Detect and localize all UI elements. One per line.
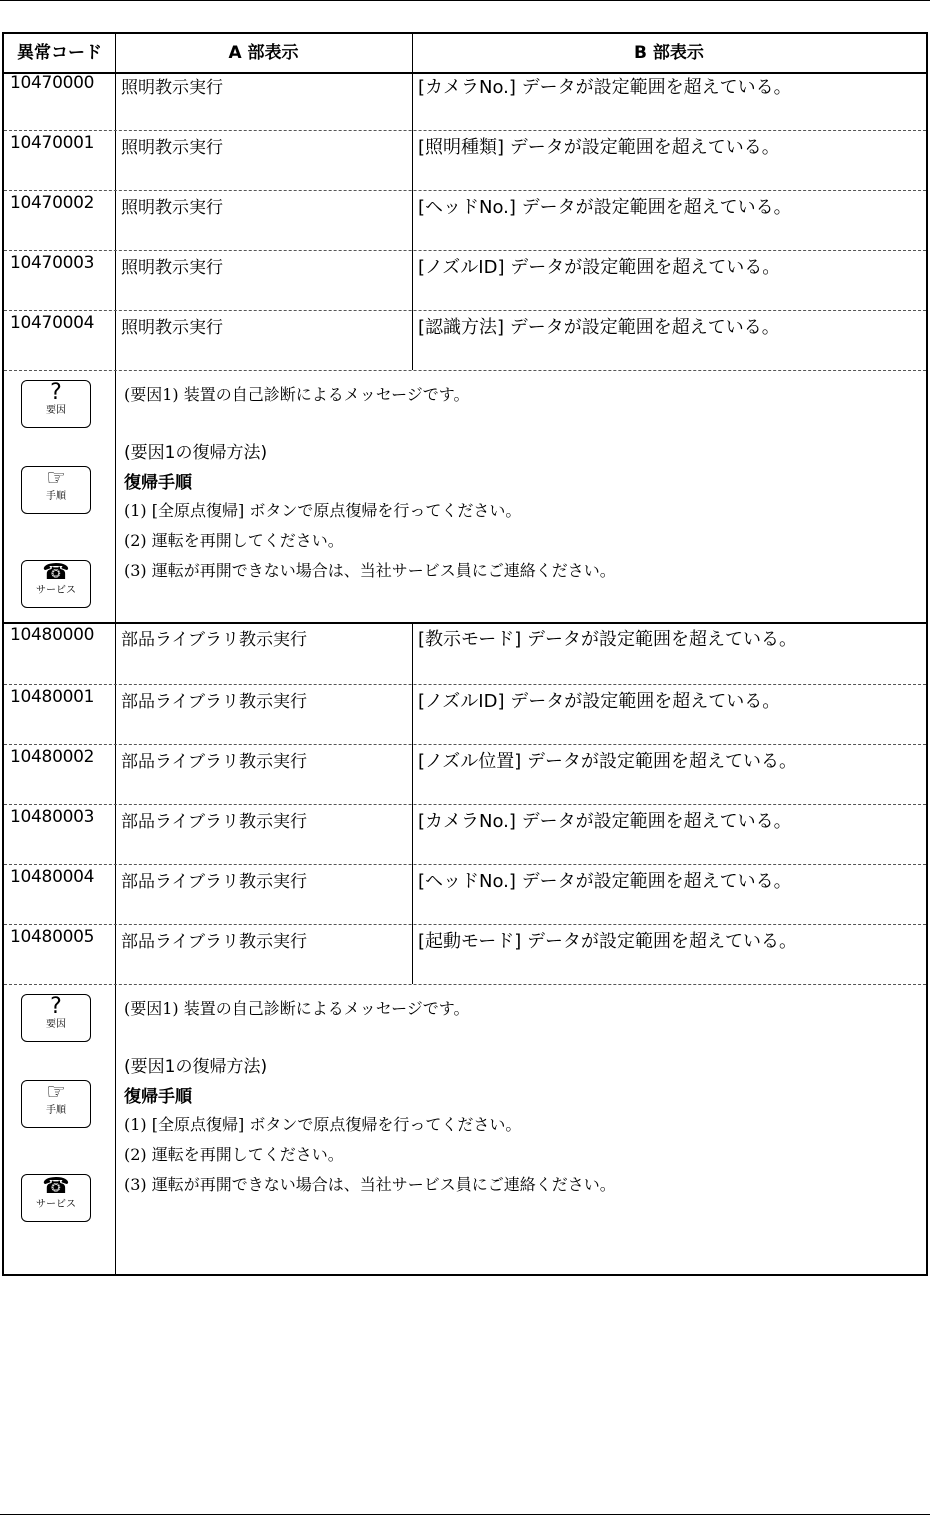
b-display: [ノズル位置] データが設定範囲を超えている。 [418, 751, 798, 772]
header-a: A 部表示 [228, 43, 299, 63]
procedure-title: 復帰手順 [124, 1087, 192, 1107]
table-row [4, 624, 926, 684]
service-icon: ☎ サービス [21, 560, 91, 608]
a-display: 照明教示実行 [121, 78, 223, 98]
cause-icon: ? 要因 [21, 380, 91, 428]
a-display: 部品ライブラリ教示実行 [121, 932, 307, 952]
b-display: [ヘッドNo.] データが設定範囲を超えている。 [418, 871, 792, 892]
question-icon: ? [50, 380, 62, 405]
b-display: [ノズルID] データが設定範囲を超えている。 [418, 257, 781, 278]
recovery-title: (要因1の復帰方法) [124, 1057, 268, 1077]
error-code: 10470000 [10, 73, 95, 93]
table-row [4, 866, 926, 926]
a-display: 部品ライブラリ教示実行 [121, 692, 307, 712]
row-divider [4, 684, 926, 685]
table-row [4, 252, 926, 312]
service-icon: ☎ サービス [21, 1174, 91, 1222]
row-divider [4, 984, 926, 985]
error-code: 10480000 [10, 625, 95, 645]
error-code-table [2, 32, 928, 1276]
a-display: 照明教示実行 [121, 258, 223, 278]
header-code: 異常コード [17, 43, 102, 63]
step-3: (3) 運転が再開できない場合は、当社サービス員にご連絡ください。 [124, 1175, 616, 1194]
a-display: 部品ライブラリ教示実行 [121, 630, 307, 650]
telephone-icon: ☎ [42, 560, 70, 585]
table-row [4, 746, 926, 806]
error-code: 10470003 [10, 253, 95, 273]
row-divider [4, 864, 926, 865]
a-display: 照明教示実行 [121, 198, 223, 218]
row-divider [4, 370, 926, 371]
table-row [4, 926, 926, 986]
row-divider [4, 250, 926, 251]
recovery-title: (要因1の復帰方法) [124, 443, 268, 463]
a-display: 部品ライブラリ教示実行 [121, 872, 307, 892]
b-display: [照明種類] データが設定範囲を超えている。 [418, 137, 780, 158]
a-display: 照明教示実行 [121, 138, 223, 158]
header-b: B 部表示 [634, 43, 704, 63]
table-row [4, 132, 926, 192]
row-divider [4, 804, 926, 805]
table-row [4, 72, 926, 132]
pointing-hand-icon: ☞ [46, 1080, 66, 1105]
error-code: 10470001 [10, 133, 95, 153]
question-icon: ? [50, 994, 62, 1019]
error-code: 10480002 [10, 747, 95, 767]
step-2: (2) 運転を再開してください。 [124, 1145, 344, 1164]
table-row [4, 686, 926, 746]
row-divider [4, 310, 926, 311]
b-display: [ヘッドNo.] データが設定範囲を超えている。 [418, 197, 792, 218]
page-top-rule [0, 0, 930, 1]
b-display: [起動モード] データが設定範囲を超えている。 [418, 931, 798, 952]
step-3: (3) 運転が再開できない場合は、当社サービス員にご連絡ください。 [124, 561, 616, 580]
table-row [4, 192, 926, 252]
row-divider [4, 130, 926, 131]
b-display: [ノズルID] データが設定範囲を超えている。 [418, 691, 781, 712]
row-divider [4, 190, 926, 191]
row-divider [4, 744, 926, 745]
step-1: (1) [全原点復帰] ボタンで原点復帰を行ってください。 [124, 501, 522, 520]
b-display: [カメラNo.] データが設定範囲を超えている。 [418, 811, 792, 832]
table-row [4, 806, 926, 866]
error-code: 10480003 [10, 807, 95, 827]
a-display: 部品ライブラリ教示実行 [121, 812, 307, 832]
b-display: [認識方法] データが設定範囲を超えている。 [418, 317, 780, 338]
procedure-title: 復帰手順 [124, 473, 192, 493]
pointing-hand-icon: ☞ [46, 466, 66, 491]
table-row [4, 312, 926, 372]
a-display: 部品ライブラリ教示実行 [121, 752, 307, 772]
b-display: [カメラNo.] データが設定範囲を超えている。 [418, 77, 792, 98]
a-display: 照明教示実行 [121, 318, 223, 338]
cause-section [4, 372, 926, 622]
cause-icon: ? 要因 [21, 994, 91, 1042]
telephone-icon: ☎ [42, 1174, 70, 1199]
procedure-icon: ☞ 手順 [21, 1080, 91, 1128]
table-header [4, 34, 926, 74]
cause-text: (要因1) 装置の自己診断によるメッセージです。 [124, 999, 470, 1018]
procedure-icon: ☞ 手順 [21, 466, 91, 514]
cause-text: (要因1) 装置の自己診断によるメッセージです。 [124, 385, 470, 404]
row-divider [4, 924, 926, 925]
cause-section [4, 986, 926, 1274]
error-code: 10470002 [10, 193, 95, 213]
step-1: (1) [全原点復帰] ボタンで原点復帰を行ってください。 [124, 1115, 522, 1134]
error-code: 10480004 [10, 867, 95, 887]
page-bottom-rule [0, 1514, 930, 1515]
error-code: 10470004 [10, 313, 95, 333]
error-code: 10480005 [10, 927, 95, 947]
b-display: [教示モード] データが設定範囲を超えている。 [418, 629, 798, 650]
step-2: (2) 運転を再開してください。 [124, 531, 344, 550]
error-code: 10480001 [10, 687, 95, 707]
